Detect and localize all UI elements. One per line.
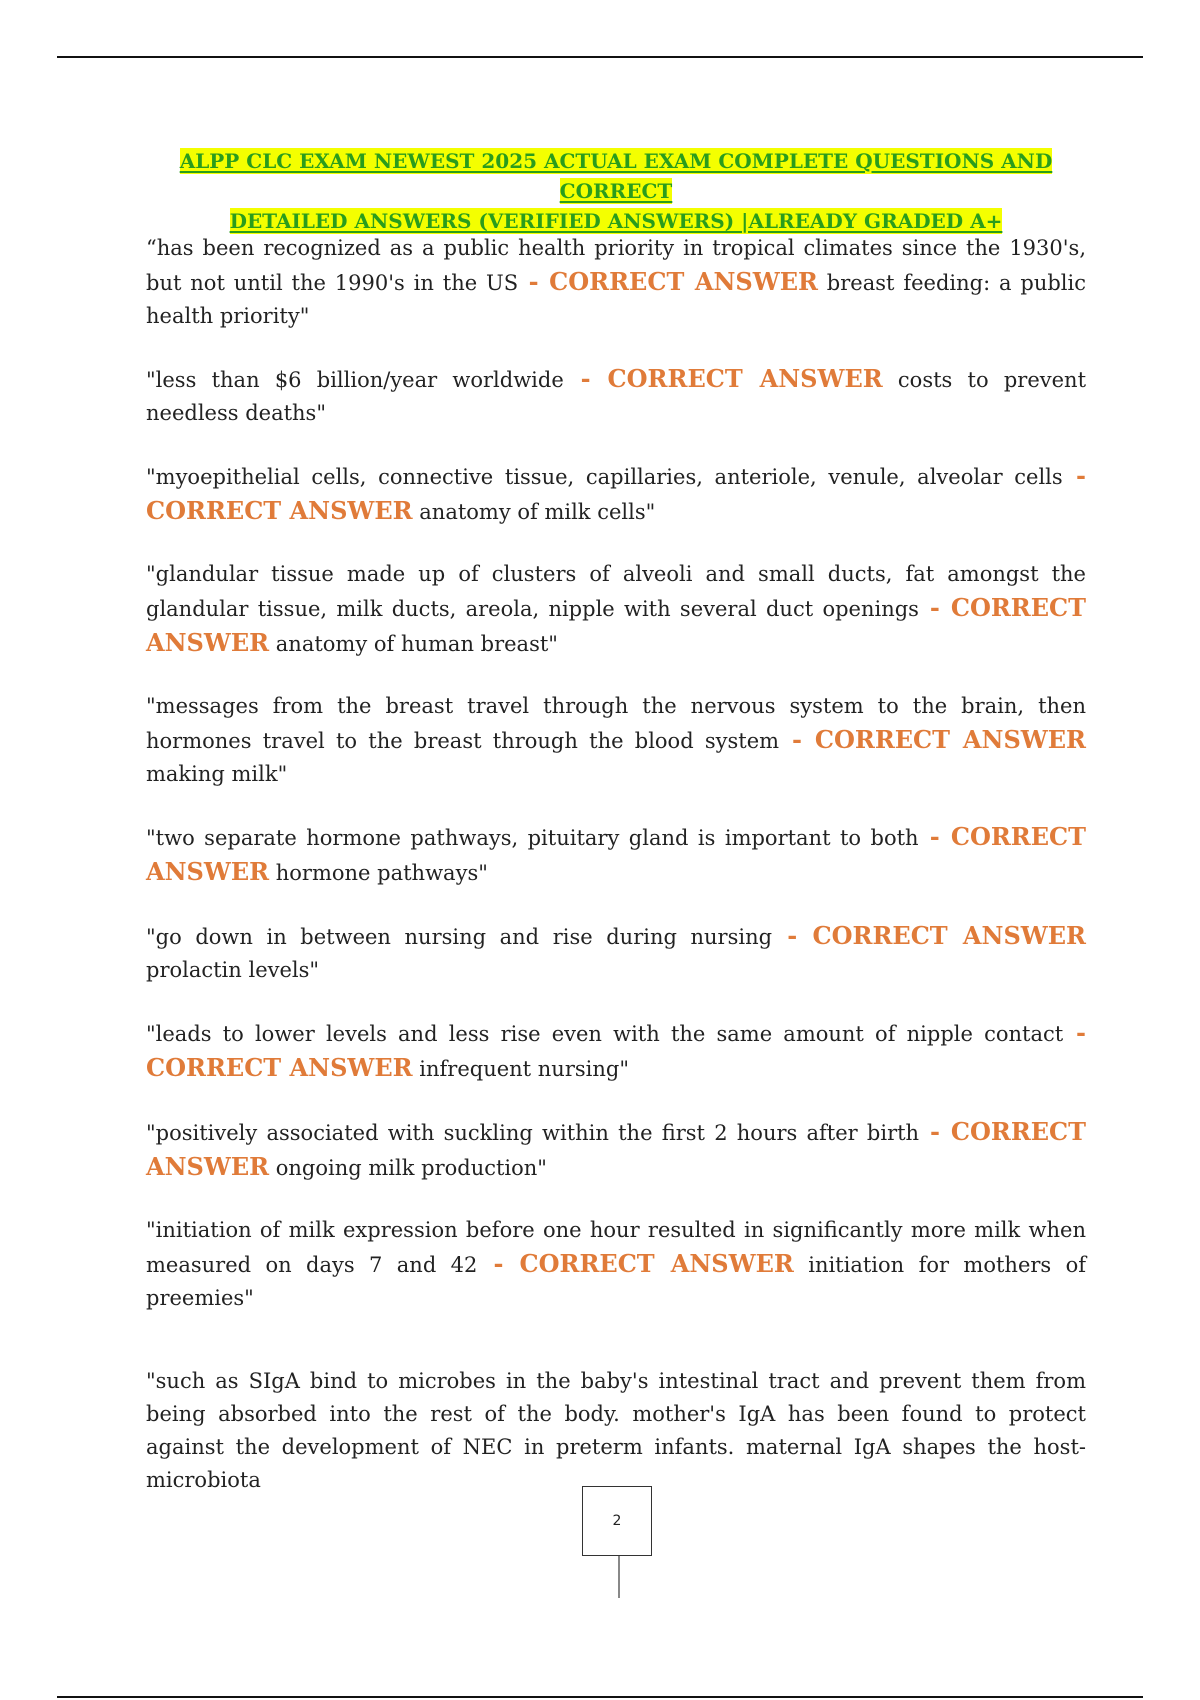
answer-marker: - CORRECT ANSWER xyxy=(563,364,883,393)
question-text: "less than $6 billion/year worldwide xyxy=(146,368,564,392)
title-line-1: ALPP CLC EXAM NEWEST 2025 ACTUAL EXAM COMPLETE QUESTIONS AND CORRECT xyxy=(179,149,1053,203)
page-number xyxy=(582,1486,652,1556)
question-text: "myoepithelial cells, connective tissue, capillaries, anteriole, venule, alveolar cells xyxy=(146,465,1063,489)
answer-text: breast feeding: a public health priority" xyxy=(146,271,1086,328)
title-line-2: DETAILED ANSWERS (VERIFIED ANSWERS) |ALREADY GRADED A+ xyxy=(229,209,1003,233)
answer-marker: - CORRECT ANSWER xyxy=(146,461,1086,525)
question-text: "glandular tissue made up of clusters of alveoli and small ducts, fat amongst the glandular tissue, milk ducts, areola, nipple with several duct openings xyxy=(146,562,1086,621)
question-text: "go down in between nursing and rise during nursing xyxy=(146,925,773,949)
qa-item xyxy=(146,362,1086,430)
document-title xyxy=(146,146,1086,236)
qa-item xyxy=(146,1214,1086,1315)
qa-item xyxy=(146,459,1086,529)
answer-text: infrequent nursing" xyxy=(412,1057,629,1081)
qa-item xyxy=(146,1016,1086,1086)
answer-marker: - CORRECT ANSWER xyxy=(518,267,818,296)
qa-item xyxy=(146,820,1086,890)
qa-item xyxy=(146,558,1086,661)
qa-item xyxy=(146,1115,1086,1185)
page-number-connector xyxy=(618,1556,620,1598)
answer-text: anatomy of human breast" xyxy=(269,632,558,656)
question-text: "messages from the breast travel through the nervous system to the brain, then hormones travel to the breast through the blood system xyxy=(146,694,1086,753)
qa-list xyxy=(146,232,1086,1526)
footer-rule xyxy=(57,1696,1143,1698)
answer-text: making milk" xyxy=(146,762,288,786)
question-text: “has been recognized as a public health priority in tropical climates since the 1930's, but not until the 1990's in the US xyxy=(146,236,1086,295)
question-text: "initiation of milk expression before one hour resulted in significantly more milk when measured on days 7 and 42 xyxy=(146,1218,1086,1277)
qa-item xyxy=(146,919,1086,987)
answer-marker: - CORRECT ANSWER xyxy=(146,593,1086,657)
page-number-text: 2 xyxy=(612,1513,622,1529)
answer-text: hormone pathways" xyxy=(269,861,488,885)
trailing-paragraph: "such as SIgA bind to microbes in the baby's intestinal tract and prevent them from being absorbed into the rest of the body. mother's IgA has been found to protect against the development of NEC in preterm infants. maternal IgA shapes the host-microbiota xyxy=(146,1369,1086,1492)
qa-item xyxy=(146,690,1086,791)
qa-item xyxy=(146,232,1086,333)
question-text: "leads to lower levels and less rise even with the same amount of nipple contact xyxy=(146,1022,1064,1046)
question-text: "two separate hormone pathways, pituitary gland is important to both xyxy=(146,826,919,850)
answer-marker: - CORRECT ANSWER xyxy=(772,921,1087,950)
question-text: "positively associated with suckling within the first 2 hours after birth xyxy=(146,1121,920,1145)
answer-marker: - CORRECT ANSWER xyxy=(146,1117,1087,1181)
answer-marker: - CORRECT ANSWER xyxy=(779,725,1087,754)
answer-text: costs to prevent needless deaths" xyxy=(146,368,1087,425)
answer-text: anatomy of milk cells" xyxy=(412,500,656,524)
answer-marker: - CORRECT ANSWER xyxy=(146,822,1086,886)
header-rule xyxy=(57,56,1143,58)
answer-marker: - CORRECT ANSWER xyxy=(477,1249,794,1278)
answer-text: initiation for mothers of preemies" xyxy=(146,1253,1086,1310)
answer-text: prolactin levels" xyxy=(146,958,320,982)
answer-marker: - CORRECT ANSWER xyxy=(146,1018,1086,1082)
answer-text: ongoing milk production" xyxy=(269,1156,547,1180)
